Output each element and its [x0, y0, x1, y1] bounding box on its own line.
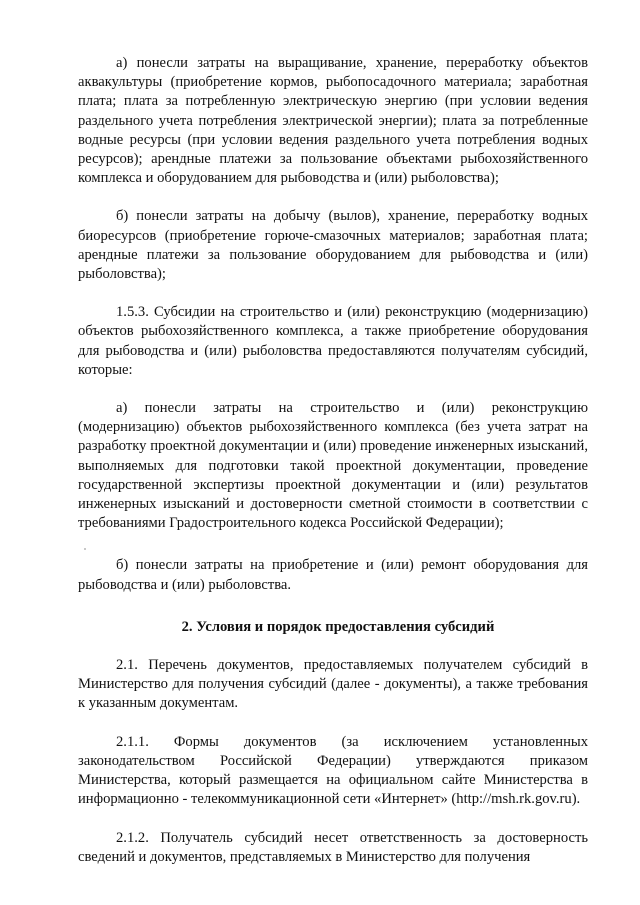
spacer: [78, 284, 588, 303]
paragraph-1a-aquaculture-costs: а) понесли затраты на выращивание, хранение, переработку объектов аквакультуры (приобретение кормов, рыбопосадочного материала; заработная плата; плата за потребленную электрическую энергию (при условии ведения раздельного учета потребления электрической энергии); плата за потребленные водные ресурсы (при условии ведения раздельного учета потребления водных ресурсов); арендные платежи за пользование объектами рыбохозяйственного комплекса и оборудованием для рыбоводства и (или) рыболовства);: [78, 55, 588, 187]
paragraph-2b-equipment-costs: б) понесли затраты на приобретение и (или) ремонт оборудования для рыбоводства и (или) рыболовства.: [78, 557, 588, 593]
spacer: [78, 595, 588, 618]
spacer: [78, 810, 588, 829]
spacer: [78, 188, 588, 207]
spacer: [78, 714, 588, 733]
section-heading: 2. Условия и порядок предоставления субсидий: [181, 618, 495, 635]
spacer: [78, 533, 588, 556]
paragraph-1b-fishing-costs: б) понесли затраты на добычу (вылов), хранение, переработку водных биоресурсов (приобретение горюче-смазочных материалов; заработная плата; арендные платежи за пользование оборудованием для рыбоводства и (или) рыболовства);: [78, 208, 588, 283]
scan-speck: [84, 548, 86, 550]
paragraph-2-1-1: 2.1.1. Формы документов (за исключением установленных законодательством Российской Федерации) утверждаются приказом Министерства, который размещается на официальном сайте Министерства в информационно - телекоммуникационной сети «Интернет» (http://msh.rk.gov.ru).: [78, 733, 588, 808]
paragraph-2-1: 2.1. Перечень документов, предоставляемых получателем субсидий в Министерство для получения субсидий (далее - документы), а также требования к указанным документам.: [78, 657, 588, 712]
paragraph-2a-construction-costs: а) понесли затраты на строительство и (или) реконструкцию (модернизацию) объектов рыбохозяйственного комплекса (без учета затрат на разработку проектной документации и (или) проведение инженерных изысканий, выполняемых для подготовки такой проектной документации, проведение государственной экспертизы проектной документации и (или) результатов инженерных изысканий и достоверности сметной стоимости в соответствии с требованиями Градостроительного кодекса Российской Федерации);: [78, 400, 588, 532]
paragraph-1-5-3: 1.5.3. Субсидии на строительство и (или) реконструкцию (модернизацию) объектов рыбохозяйственного комплекса, а также приобретение оборудования для рыбоводства и (или) рыболовства предоставляются получателям субсидий, которые:: [78, 304, 588, 378]
spacer: [78, 637, 588, 656]
spacer: [78, 380, 588, 399]
paragraph-2-1-2: 2.1.2. Получатель субсидий несет ответственность за достоверность сведений и документов, представляемых в Министерство для получения: [78, 829, 588, 865]
